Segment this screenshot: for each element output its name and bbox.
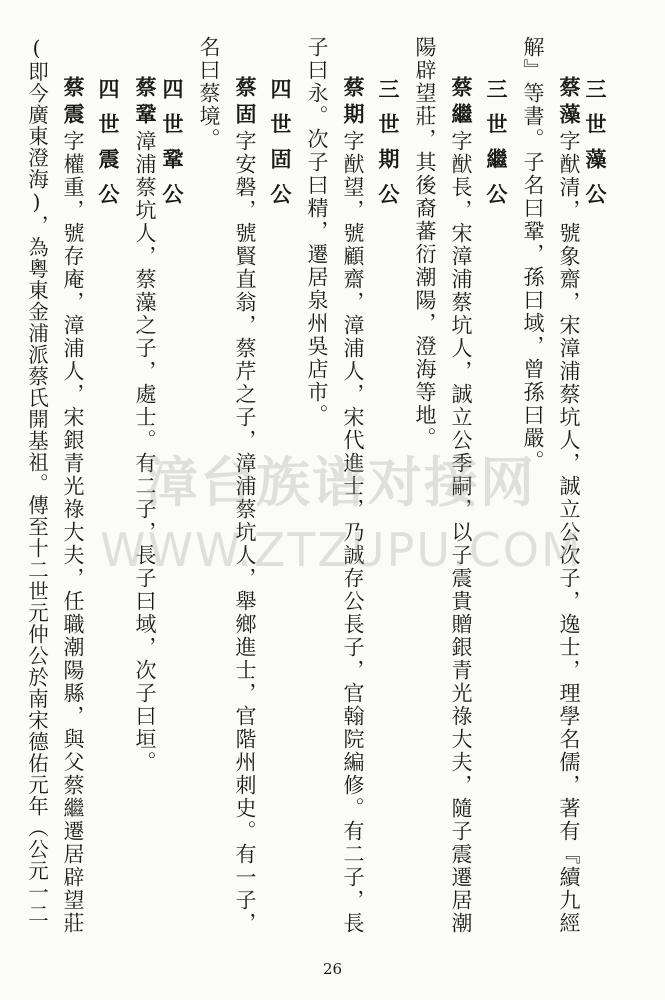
entry-column-gong: [134, 76, 156, 774]
watermark-url: WWW.ZTZUPU.COM: [100, 523, 583, 577]
entry-column-zao-cont: 解』等書。子名曰鞏，孫曰域，曾孫曰嚴。: [521, 36, 545, 473]
section-title-gu: 四世固公: [268, 78, 293, 218]
entry-column-qi: [342, 76, 364, 935]
entry-text-gu: 字安磐，號賢直翁，蔡芹之子，漳浦蔡坑人，舉鄉進士，官階州刺史。有一子，: [233, 130, 257, 935]
entry-text-gong: 漳浦蔡坑人，蔡藻之子，處士。有二子，長子曰域，次子曰垣。: [133, 130, 157, 774]
entry-text-zhen: 字權重，號存庵，漳浦人，宋銀青光祿大夫，任職潮陽縣，與父蔡繼遷居辟望莊: [61, 130, 85, 935]
entry-column-ji: [450, 76, 472, 935]
entry-name-qi: 蔡期: [341, 76, 366, 130]
entry-column-zhen: [62, 76, 84, 935]
entry-column-ji-cont: 陽辟望莊，其後裔蕃衍潮陽，澄海等地。: [413, 36, 437, 450]
entry-name-zao: 蔡藻: [557, 76, 582, 130]
section-title-ji: 三世繼公: [484, 78, 509, 218]
entry-name-ji: 蔡繼: [449, 76, 474, 130]
entry-column-gu-cont: 名曰蔡境。: [197, 36, 221, 151]
entry-column-gu: [234, 76, 256, 935]
entry-column-zhen-cont: (即今廣東澄海)，為粵東金浦派蔡氏開基祖。傳至十二世元仲公於南宋德佑元年（公元一二: [24, 36, 49, 925]
entry-name-zhen: 蔡震: [61, 76, 86, 130]
section-title-zao: 三世藻公: [583, 78, 608, 218]
entry-text-zao: 字猷清，號象齋，宋漳浦蔡坑人，誠立公次子，逸士，理學名儒，著有『續九經: [557, 130, 581, 935]
entry-text-qi: 字猷望，號顧齋，漳浦人，宋代進士，乃誠存公長子，官翰院編修。有二子，長: [341, 130, 365, 935]
section-title-qi: 三世期公: [376, 78, 401, 218]
entry-name-gong: 蔡鞏: [133, 76, 158, 130]
section-title-gong: 四世鞏公: [160, 78, 185, 218]
entry-column-zao: [558, 76, 580, 935]
section-title-zhen: 四世震公: [96, 78, 121, 218]
entry-column-qi-cont: 子曰永。次子曰精，遷居泉州吳店市。: [305, 36, 329, 427]
page-number: 26: [322, 960, 343, 978]
site-watermark: [100, 440, 583, 577]
watermark-chinese: 漳台族谱对接网: [144, 451, 536, 514]
entry-name-gu: 蔡固: [233, 76, 258, 130]
entry-text-ji: 字猷長，宋漳浦蔡坑人，誠立公季嗣，以子震貴贈銀青光祿大夫，隨子震遷居潮: [449, 130, 473, 935]
